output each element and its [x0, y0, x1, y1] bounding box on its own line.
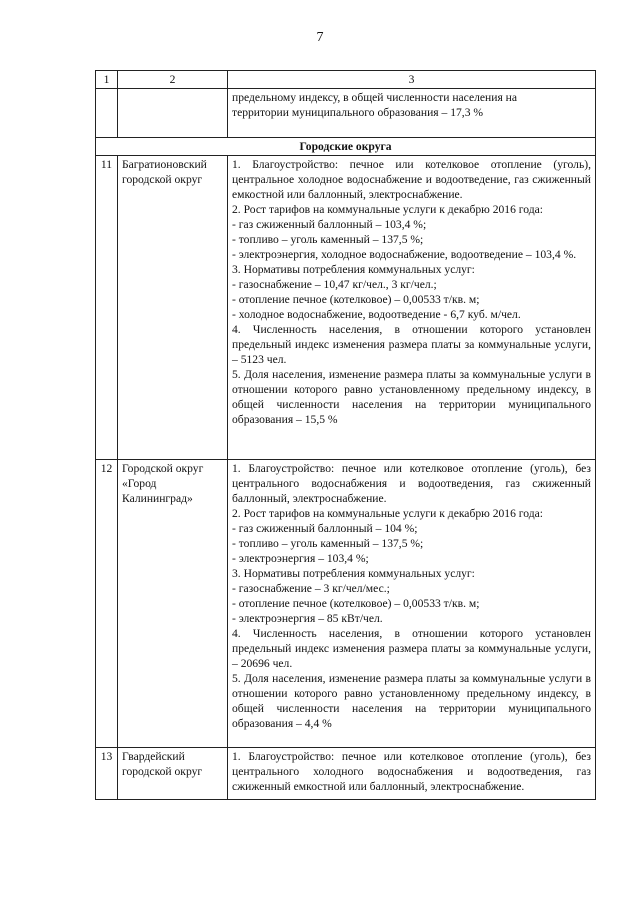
header-col-1: 1	[96, 71, 118, 89]
description-line: 2. Рост тарифов на коммунальные услуги к декабрю 2016 года:	[232, 203, 543, 216]
description-line: 1. Благоустройство: печное или котелковое отопление (уголь), без центрального водоснабжения и водоотведения, газ сжиженный баллонный, электроснабжение.	[232, 462, 591, 505]
description-line: - отопление печное (котелковое) – 0,00533 т/кв. м;	[232, 293, 480, 306]
row-number: 13	[96, 748, 118, 800]
row-description	[228, 156, 596, 460]
municipality-name: Гвардейский городской округ	[118, 748, 228, 800]
continuation-line: территории муниципального образования – 17,3 %	[232, 106, 484, 119]
description-line: - газоснабжение – 10,47 кг/чел., 3 кг/чел.;	[232, 278, 437, 291]
description-line: - электроэнергия – 85 кВт/чел.	[232, 612, 383, 625]
continuation-row	[96, 89, 596, 138]
description-line: - газ сжиженный баллонный – 104 %;	[232, 522, 418, 535]
municipality-name: Багратионовский городской округ	[118, 156, 228, 460]
description-line: - газ сжиженный баллонный – 103,4 %;	[232, 218, 427, 231]
data-table	[95, 70, 596, 800]
row-number: 12	[96, 460, 118, 748]
section-row	[96, 138, 596, 156]
description-line: 1. Благоустройство: печное или котелковое отопление (уголь), без центрального холодного водоснабжения и водоотведения, газ сжиженный емкостной или баллонный, электроснабжение.	[232, 750, 591, 793]
description-line: - холодное водоснабжение, водоотведение - 6,7 куб. м/чел.	[232, 308, 521, 321]
description-line: 3. Нормативы потребления коммунальных услуг:	[232, 567, 475, 580]
description-line: - электроэнергия – 103,4 %;	[232, 552, 369, 565]
description-line: 2. Рост тарифов на коммунальные услуги к декабрю 2016 года:	[232, 507, 543, 520]
row-description	[228, 460, 596, 748]
municipality-name: Городской округ «Город Калининград»	[118, 460, 228, 748]
description-line: 4. Численность населения, в отношении которого установлен предельный индекс изменения размера платы за коммунальные услуги, – 20696 чел.	[232, 627, 591, 670]
table-header-row	[96, 71, 596, 89]
description-line: - топливо – уголь каменный – 137,5 %;	[232, 233, 424, 246]
table-row	[96, 748, 596, 800]
description-line: - топливо – уголь каменный – 137,5 %;	[232, 537, 424, 550]
description-line: 5. Доля населения, изменение размера платы за коммунальные услуги в отношении которого равно установленному предельному индексу, в общей численности населения на территории муниципального образования – 4,4 %	[232, 672, 591, 730]
description-line: 1. Благоустройство: печное или котелковое отопление (уголь), центральное холодное водоснабжение и водоотведение, газ сжиженный емкостной или баллонный, электроснабжение.	[232, 158, 591, 201]
description-line: 4. Численность населения, в отношении которого установлен предельный индекс изменения размера платы за коммунальные услуги, – 5123 чел.	[232, 323, 591, 366]
table-row	[96, 460, 596, 748]
page-number: 7	[316, 30, 324, 45]
row-number: 11	[96, 156, 118, 460]
description-line: - электроэнергия, холодное водоснабжение, водоотведение – 103,4 %.	[232, 248, 577, 261]
table-row	[96, 156, 596, 460]
section-title: Городские округа	[96, 138, 596, 156]
header-col-2: 2	[118, 71, 228, 89]
row-description	[228, 748, 596, 800]
description-line: 3. Нормативы потребления коммунальных услуг:	[232, 263, 475, 276]
description-line: - отопление печное (котелковое) – 0,00533 т/кв. м;	[232, 597, 480, 610]
header-col-3: 3	[228, 71, 596, 89]
continuation-line: предельному индексу, в общей численности населения на	[232, 91, 518, 104]
description-line: 5. Доля населения, изменение размера платы за коммунальные услуги в отношении которого равно установленному предельному индексу, в общей численности населения на территории муниципального образования – 15,5 %	[232, 368, 591, 426]
description-line: - газоснабжение – 3 кг/чел/мес.;	[232, 582, 390, 595]
